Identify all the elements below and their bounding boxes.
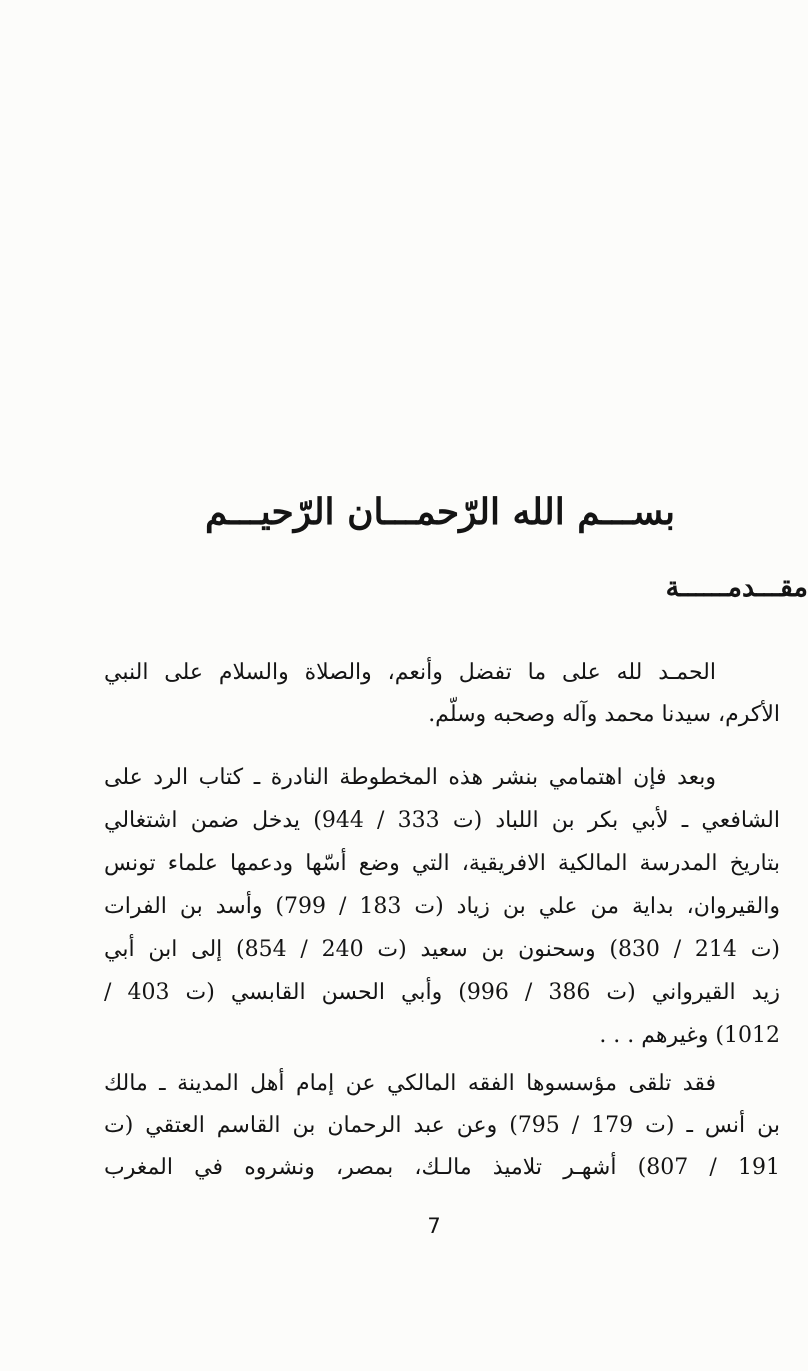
paragraph-line: وبعد فإن اهتمامي بنشر هذه المخطوطة النادرة ـ كتاب الرد على	[104, 765, 716, 790]
paragraph-line: الحمـد لله على ما تفضل وأنعم، والصلاة والسلام على النبي	[104, 660, 716, 685]
paragraph-line: الشافعي ـ لأبي بكر بن اللباد (ت 333 / 944) يدخل ضمن اشتغالي	[104, 808, 780, 833]
section-heading-introduction: مقـــدمــــــة	[665, 572, 808, 603]
paragraph-line: زيد القيرواني (ت 386 / 996) وأبي الحسن القابسي (ت 403 /	[104, 980, 780, 1005]
paragraph-line: بن أنس ـ (ت 179 / 795) وعن عبد الرحمان بن القاسم العتقي (ت	[104, 1113, 780, 1138]
paragraph-line: والقيروان، بداية من علي بن زياد (ت 183 / 799) وأسد بن الفرات	[104, 894, 780, 919]
paragraph-line: بتاريخ المدرسة المالكية الافريقية، التي وضع أسّها ودعمها علماء تونس	[104, 851, 780, 876]
paragraph-line: (ت 214 / 830) وسحنون بن سعيد (ت 240 / 854) إلى ابن أبي	[104, 937, 780, 962]
paragraph-line: فقد تلقى مؤسسوها الفقه المالكي عن إمام أهل المدينة ـ مالك	[104, 1071, 716, 1096]
paragraph-line: 1012) وغيرهم . . .	[599, 1023, 780, 1048]
paragraph-line: الأكرم، سيدنا محمد وآله وصحبه وسلّم.	[428, 702, 780, 727]
paragraph-line: 191 / 807) أشهـر تلاميذ مالـك، بمصر، ونشروه في المغرب	[104, 1155, 780, 1180]
page-number: 7	[427, 1214, 441, 1238]
basmala-heading: بســـم الله الرّحمـــان الرّحيـــم	[204, 491, 676, 533]
